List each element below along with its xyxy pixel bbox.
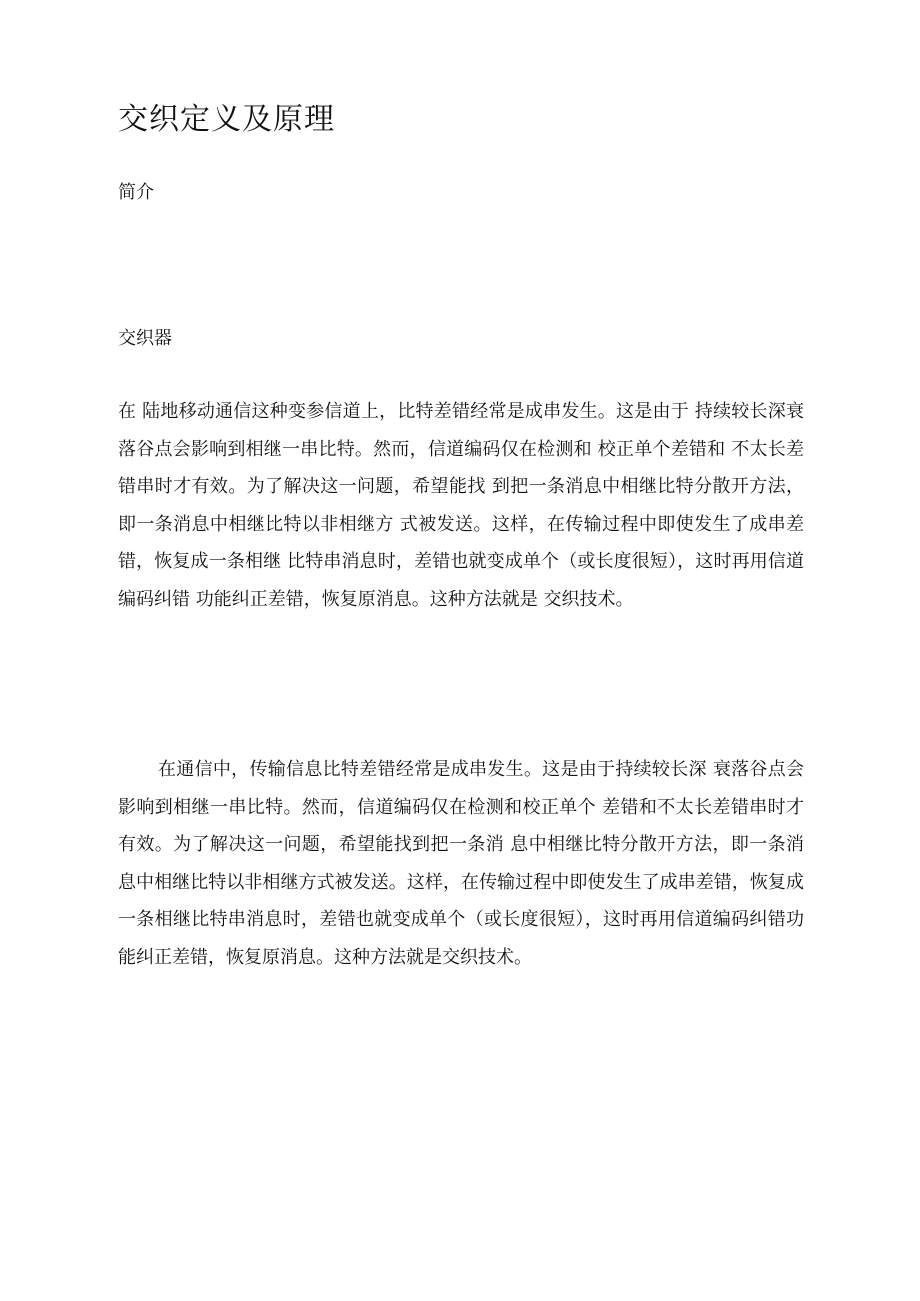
body-paragraph-1: 在 陆地移动通信这种变参信道上，比特差错经常是成串发生。这是由于 持续较长深衰落谷点会影响到相继一串比特。然而，信道编码仅在检测和 校正单个差错和 不太长差错串时才有效。为了解决这一问题，希望能找 到把一条消息中相继比特分散开方法，即一条消息中相继比特以非相继方 式被发送。这样，在传输过程中即使发生了成串差错，恢复成一条相继 比特串消息时，差错也就变成单个（或长度很短），这时再用信道编码纠错 功能纠正差错，恢复原消息。这种方法就是 交织技术。 bbox=[118, 401, 804, 610]
intro-heading: 简介 bbox=[118, 182, 154, 203]
page-title: 交织定义及原理 bbox=[118, 102, 335, 137]
interleaver-heading: 交织器 bbox=[118, 328, 172, 349]
body-paragraph-2: 在通信中，传输信息比特差错经常是成串发生。这是由于持续较长深 衰落谷点会影响到相继一串比特。然而，信道编码仅在检测和校正单个 差错和不太长差错串时才有效。为了解决这一问题，希望能找到把一条消 息中相继比特分散开方法，即一条消息中相继比特以非相继方式被发送。这样，在传输过程中即使发生了成串差错，恢复成一条相继比特串消息时，差错也就变成单个（或长度很短），这时再用信道编码纠错功能纠正差错，恢复原消息。这种方法就是交织技术。 bbox=[118, 759, 804, 968]
